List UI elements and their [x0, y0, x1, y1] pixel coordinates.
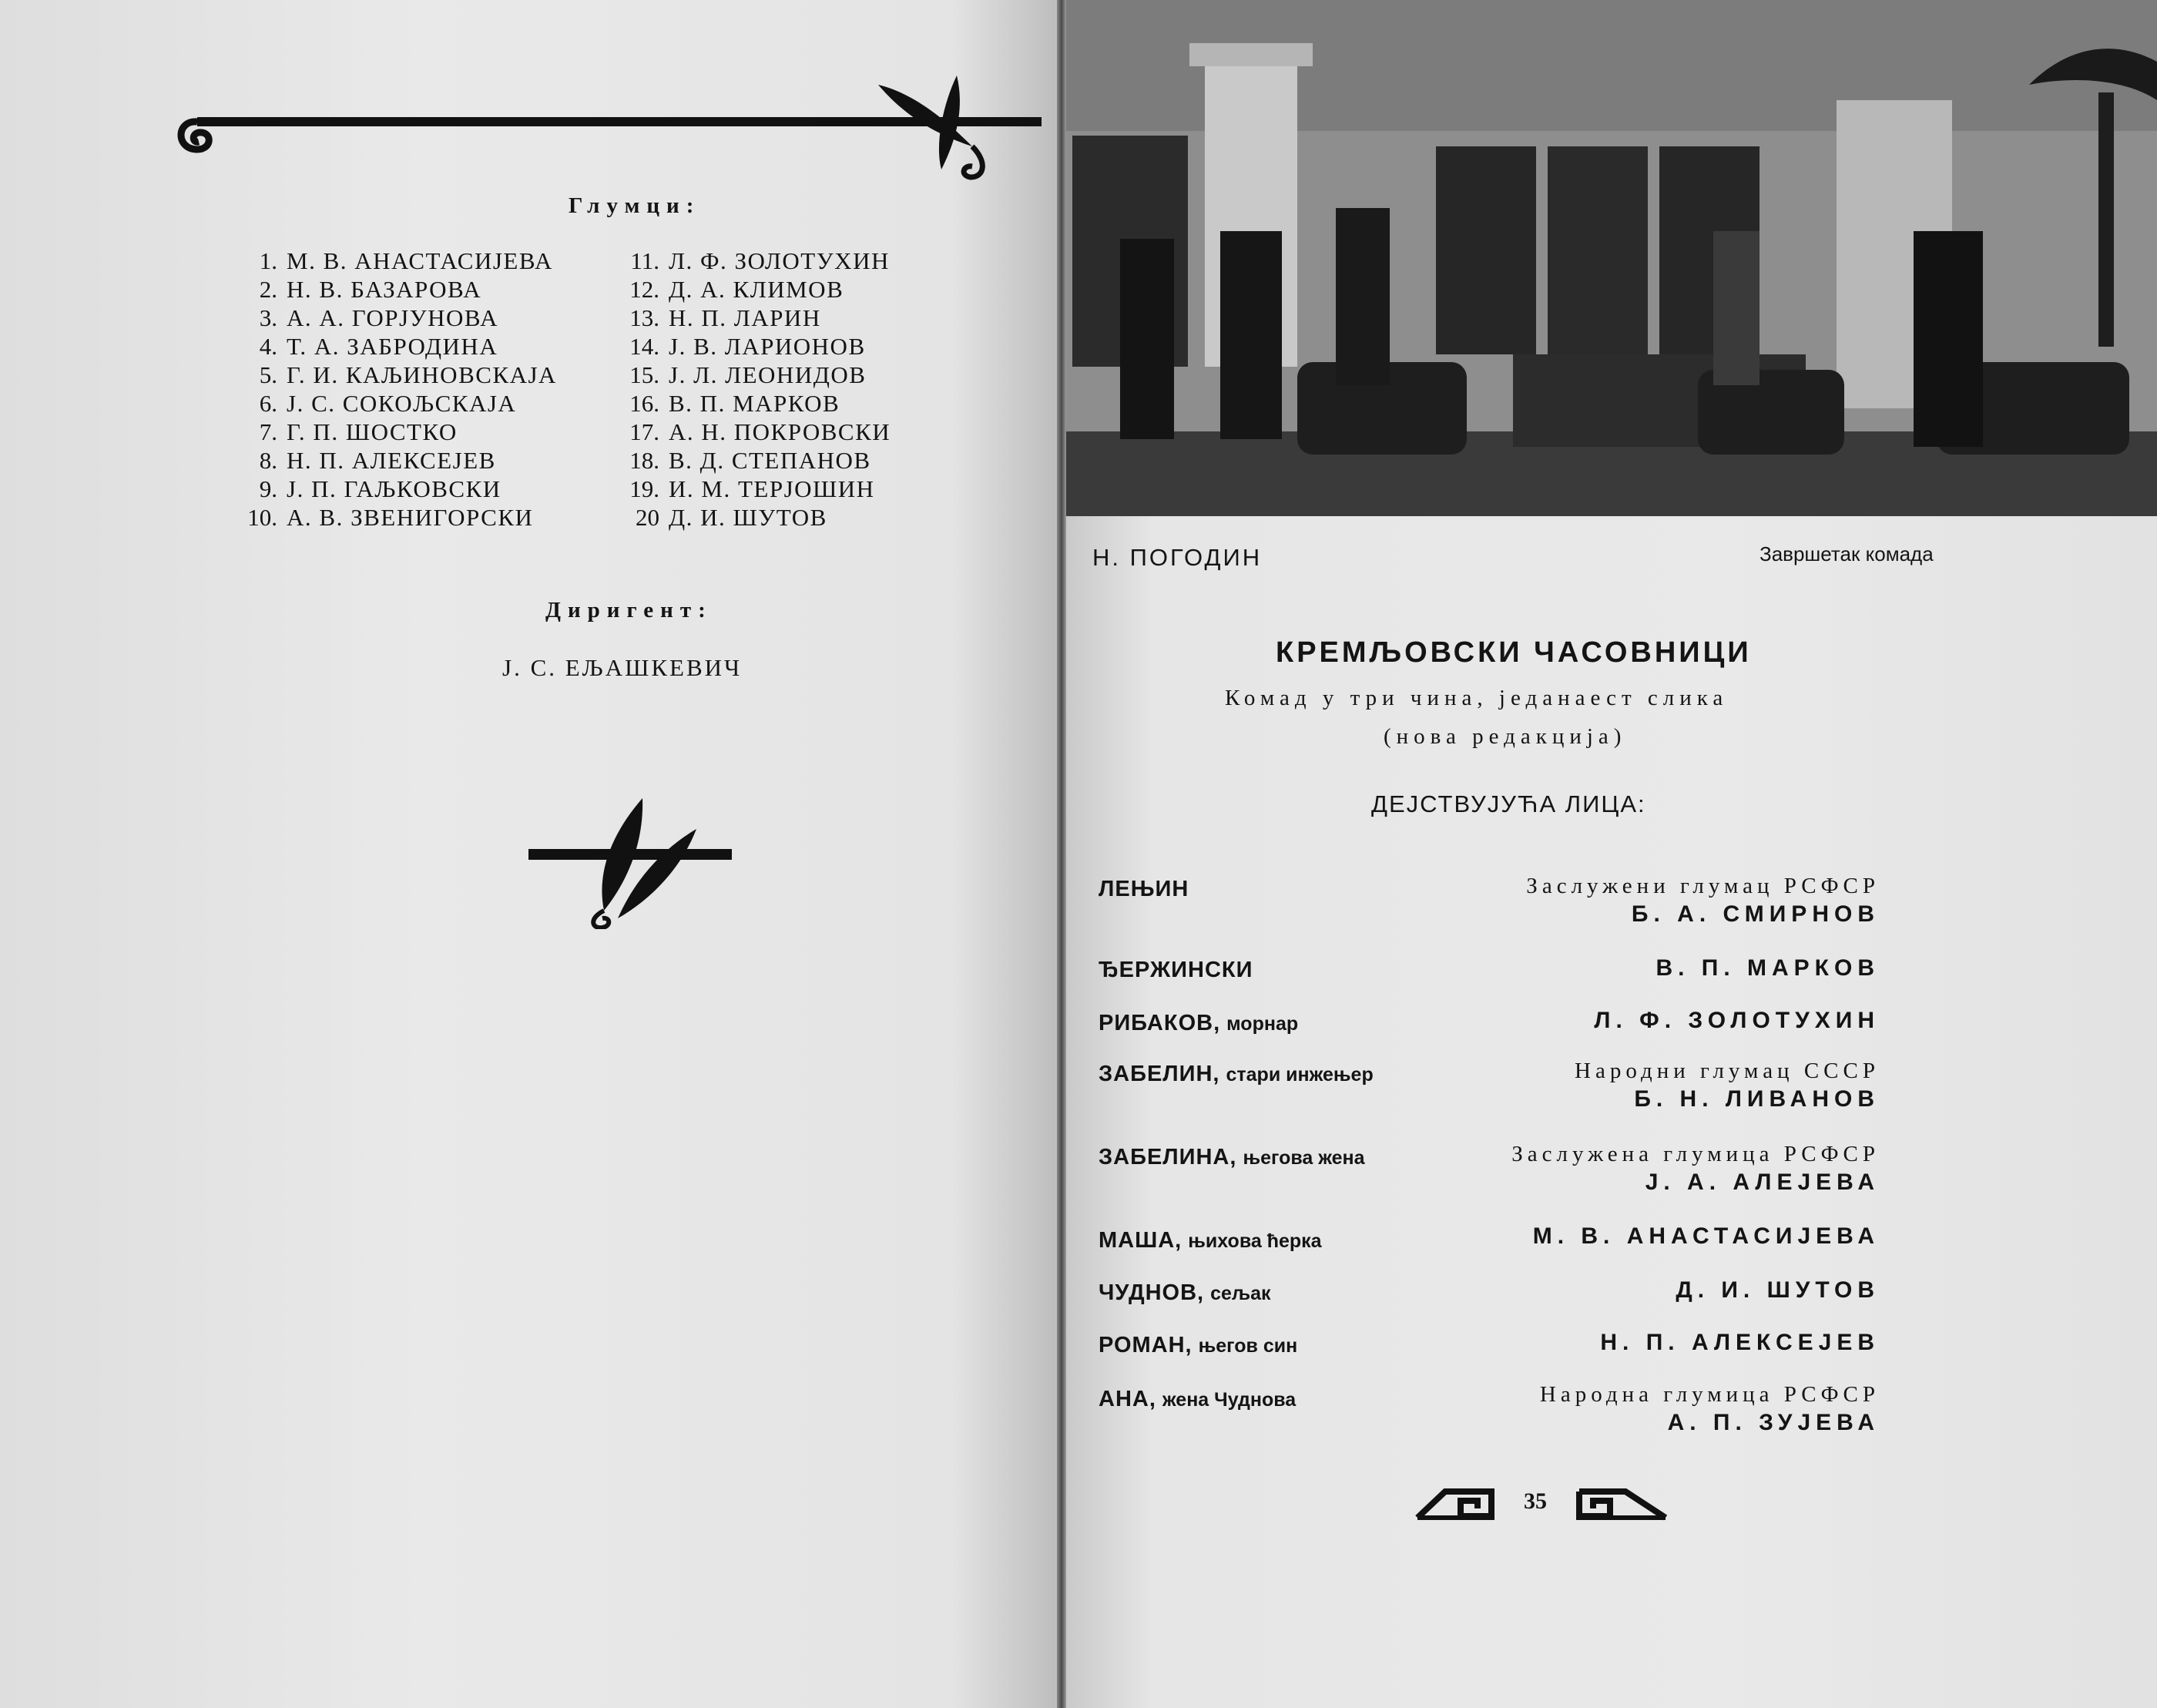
actor-masha: М. В. АНАСТАСИЈЕВА	[1532, 1223, 1880, 1249]
list-item: 8. Н. П. АЛЕКСЕЈЕВ	[259, 447, 496, 474]
list-item: 16. В. П. МАРКОВ	[629, 390, 840, 417]
actors-heading: Глумци:	[569, 193, 701, 218]
list-item: 18. В. Д. СТЕПАНОВ	[629, 447, 871, 474]
list-item: 19. И. М. ТЕРЈОШИН	[629, 475, 875, 502]
book-gutter	[1057, 0, 1066, 1708]
list-item: 6. Ј. С. СОКОЉСКАЈА	[259, 390, 517, 417]
list-item: 1. М. В. АНАСТАСИЈЕВА	[259, 247, 553, 274]
list-item: 17. А. Н. ПОКРОВСКИ	[629, 418, 891, 445]
list-item: 2. Н. В. БАЗАРОВА	[259, 276, 482, 303]
play-title: КРЕМЉОВСКИ ЧАСОВНИЦИ	[1276, 636, 1752, 669]
role-chudnov: ЧУДНОВ, сељак	[1099, 1280, 1271, 1305]
actor-dzerzhinsky: В. П. МАРКОВ	[1655, 955, 1880, 981]
photo-caption: Завршетак комада	[1759, 542, 1934, 565]
conductor-name: Ј. С. ЕЉАШКЕВИЧ	[502, 654, 743, 681]
actor-chudnov: Д. И. ШУТОВ	[1676, 1277, 1880, 1303]
list-item: 20 Д. И. ШУТОВ	[636, 504, 827, 531]
actors-list-col2	[622, 247, 891, 532]
list-item: 12. Д. А. КЛИМОВ	[629, 276, 844, 303]
role-dzerzhinsky: ЂЕРЖИНСКИ	[1099, 958, 1253, 982]
edition-note: (нова редакција)	[1384, 724, 1627, 749]
actor-rybakov: Л. Ф. ЗОЛОТУХИН	[1594, 1008, 1880, 1033]
role-masha: МАША, њихова ћерка	[1099, 1228, 1322, 1253]
list-item: 10. А. В. ЗВЕНИГОРСКИ	[247, 504, 534, 531]
actors-list-col1	[240, 247, 557, 532]
role-zabelin: ЗАБЕЛИН, стари инжењер	[1099, 1062, 1374, 1086]
author-name: Н. ПОГОДИН	[1092, 544, 1263, 571]
stage-photo	[1066, 0, 2157, 516]
list-item: 14. Ј. В. ЛАРИОНОВ	[629, 333, 866, 360]
role-rybakov: РИБАКОВ, морнар	[1099, 1011, 1299, 1035]
list-item: 7. Г. П. ШОСТКО	[259, 418, 458, 445]
characters-heading: ДЕЈСТВУЈУЋА ЛИЦА:	[1371, 790, 1646, 817]
page-number: 35	[1524, 1488, 1547, 1514]
list-item: 15. Ј. Л. ЛЕОНИДОВ	[629, 361, 867, 388]
list-item: 9. Ј. П. ГАЉКОВСКИ	[259, 475, 502, 502]
list-item: 4. Т. А. ЗАБРОДИНА	[259, 333, 498, 360]
role-zabelina: ЗАБЕЛИНА, његова жена	[1099, 1145, 1365, 1169]
role-lenin: ЛЕЊИН	[1099, 877, 1189, 901]
list-item: 13. Н. П. ЛАРИН	[629, 304, 821, 331]
play-subtitle: Комад у три чина, једанаест слика	[1225, 686, 1729, 710]
role-roman: РОМАН, његов син	[1099, 1333, 1298, 1357]
actor-zabelin: Народни глумац СССР Б. Н. ЛИВАНОВ	[1575, 1059, 1880, 1112]
actor-ana: Народна глумица РСФСР А. П. ЗУЈЕВА	[1539, 1382, 1880, 1435]
list-item: 11. Л. Ф. ЗОЛОТУХИН	[630, 247, 890, 274]
right-greek-key-icon	[1576, 1487, 1669, 1521]
top-ornament-icon	[171, 69, 1043, 182]
role-ana: АНА, жена Чуднова	[1099, 1387, 1297, 1411]
list-item: 3. А. А. ГОРЈУНОВА	[259, 304, 498, 331]
actor-lenin: Заслужени глумац РСФСР Б. А. СМИРНОВ	[1526, 874, 1880, 927]
conductor-heading: Диригент:	[545, 598, 713, 622]
left-greek-key-icon	[1414, 1487, 1494, 1521]
actor-roman: Н. П. АЛЕКСЕЈЕВ	[1600, 1330, 1880, 1355]
list-item: 5. Г. И. КАЉИНОВСКАЈА	[259, 361, 557, 388]
leaf-ornament-icon	[527, 795, 733, 929]
actor-zabelina: Заслужена глумица РСФСР Ј. А. АЛЕЈЕВА	[1511, 1142, 1880, 1195]
